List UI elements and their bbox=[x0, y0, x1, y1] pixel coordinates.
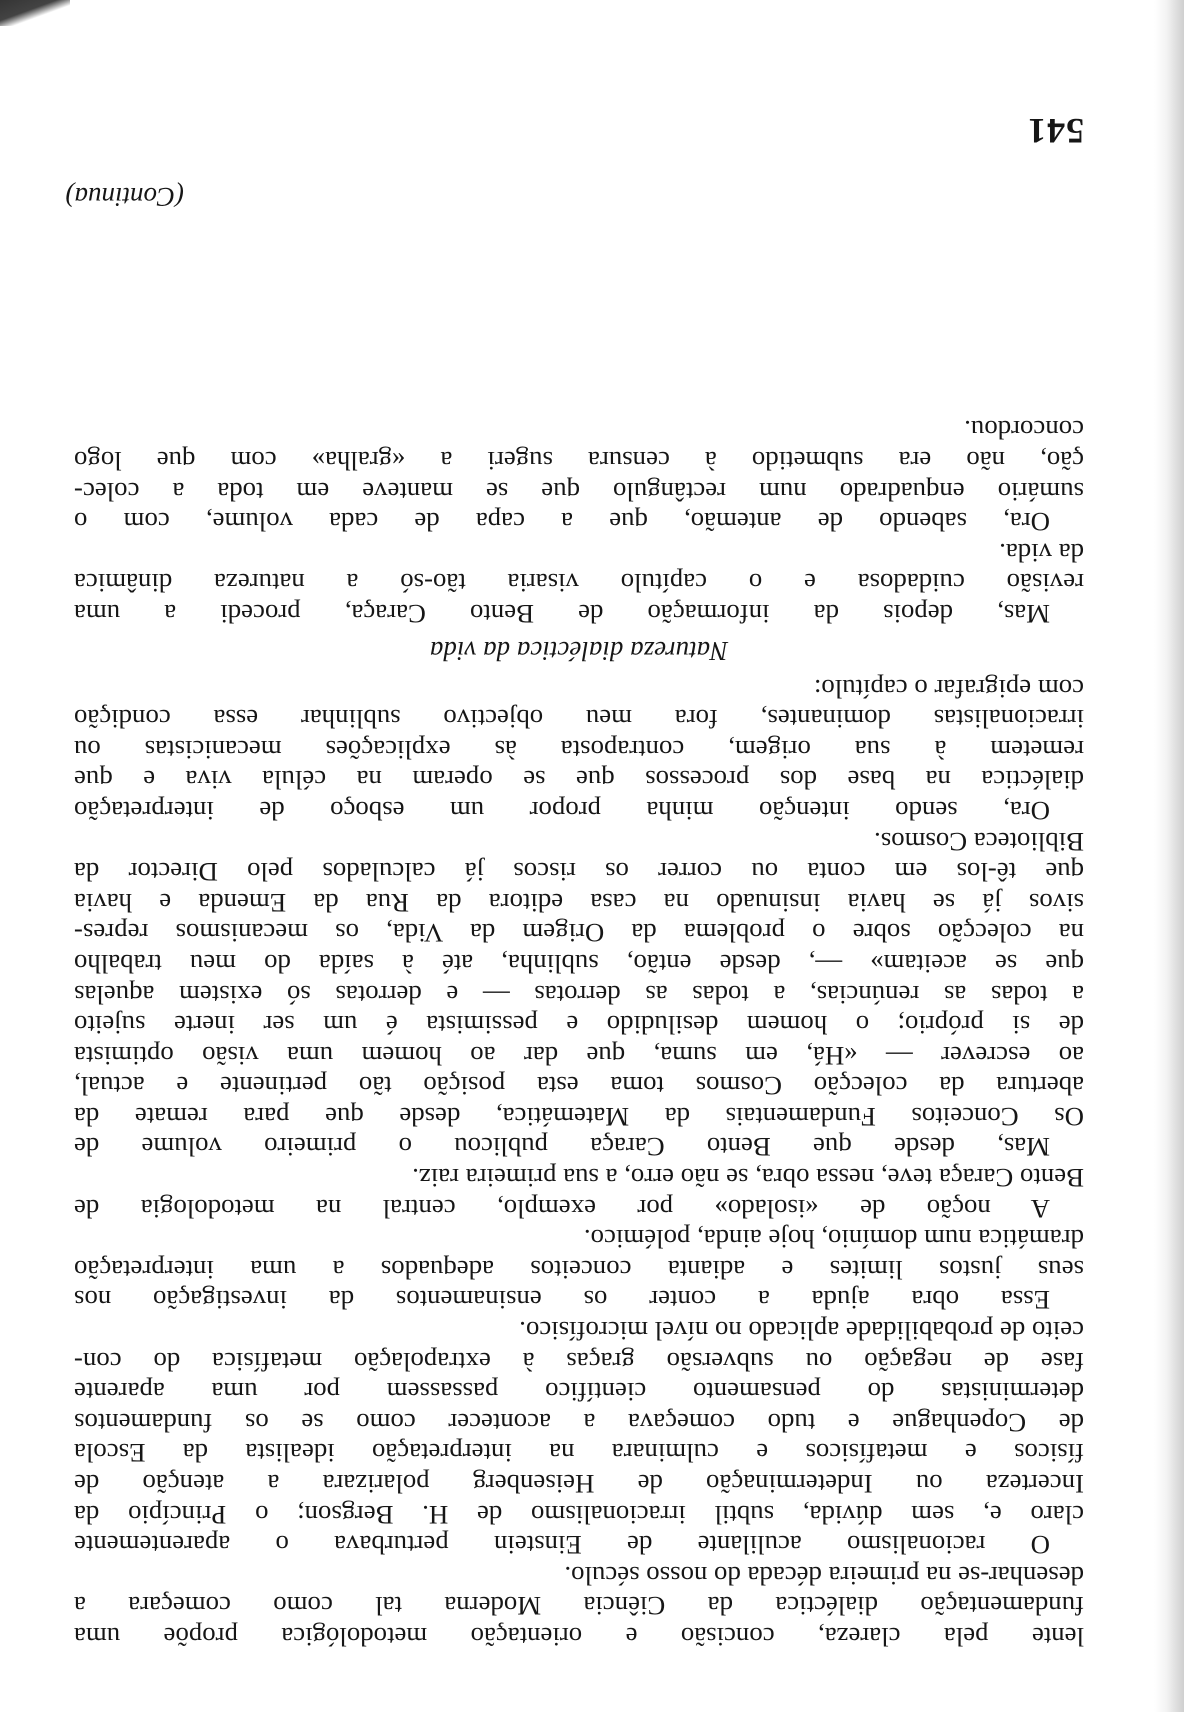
text-line: ção, não era submetido à censura sugeri a «gralha» com que logo bbox=[74, 446, 1084, 477]
text-line: a todas as renúncias, a todas as derrotas — e derrotas só existem aquelas bbox=[74, 979, 1084, 1010]
text-line: desenhar-se na primeira década do nosso século. bbox=[564, 1560, 1084, 1591]
text-line: dialéctica na base dos processos que se operam na célula viva e que bbox=[74, 765, 1084, 796]
text-line: com epigrafar o capítulo: bbox=[813, 673, 1084, 704]
text-line: irracionalistas dominantes, fora meu objectivo sublinhar essa condição bbox=[74, 704, 1084, 735]
text-line: que tê-los em conta ou correr os riscos já calculados pelo Director da bbox=[74, 857, 1084, 888]
scan-corner-mark bbox=[0, 0, 70, 26]
page-number: 541 bbox=[1027, 111, 1084, 151]
text-line: Ora, sendo intenção minha propor um esboço de interpretação bbox=[74, 795, 1050, 826]
text-line: claro e, sem dúvida, subtil irracionalismo de H. Bergson; o Princípio da bbox=[74, 1499, 1084, 1530]
text-line: Incerteza ou Indeterminação de Heisenberg polarizara a atenção de bbox=[74, 1469, 1084, 1500]
text-line: lente pela clareza, concisão e orientação metodológica propõe uma bbox=[74, 1622, 1084, 1652]
text-line: Biblioteca Cosmos. bbox=[874, 826, 1084, 857]
text-line: fundamentação dialéctica da Ciência Moderna tal como começara a bbox=[74, 1591, 1084, 1622]
text-line: abertura da colecção Cosmos toma esta posição tão pertinente e actual, bbox=[74, 1071, 1084, 1102]
text-line: que se aceitam» —, desde então, sublinha, até à saída do meu trabalho bbox=[74, 948, 1084, 979]
text-line: Mas, desde que Bento Caraça publicou o primeiro volume de bbox=[74, 1132, 1050, 1163]
body-text bbox=[74, 415, 1084, 1652]
text-line: de Copenhague e tudo começava a acontecer como se os fundamentos bbox=[74, 1407, 1084, 1438]
text-line: ao escrever — «Há, em suma, que dar ao homem uma visão optimista bbox=[74, 1040, 1084, 1071]
text-line: deterministas do pensamento científico passassem por uma aparente bbox=[74, 1377, 1084, 1408]
text-line: Os Conceitos Fundamentais da Matemática, desde que para remate da bbox=[74, 1101, 1084, 1132]
text-line: A noção de «isolado» por exemplo, central na metodologia de bbox=[74, 1193, 1050, 1224]
text-line: concordou. bbox=[964, 415, 1084, 446]
scan-shadow-edge bbox=[1154, 0, 1184, 1712]
text-line: seus justos limites e adianta conceitos adequados a uma interpretação bbox=[74, 1254, 1084, 1285]
text-line: da vida. bbox=[999, 537, 1084, 568]
text-line: O racionalismo aculilante de Einstein perturbava o aparentemente bbox=[74, 1530, 1050, 1561]
text-line: Essa obra ajuda a conter os ensinamentos da investigação nos bbox=[74, 1285, 1050, 1316]
text-line: Mas, depois da informação de Bento Caraça, procedi a uma bbox=[74, 599, 1050, 629]
text-line: Bento Caraça teve, nessa obra, se não erro, a sua primeira raiz. bbox=[412, 1163, 1084, 1194]
text-line: ceito de probabilidade aplicado no nível microfísico. bbox=[519, 1316, 1084, 1347]
text-line: dramática num domínio, hoje ainda, polémico. bbox=[583, 1224, 1084, 1255]
text-line: sumário enquadrado num rectângulo que se manteve em toda a colec- bbox=[74, 476, 1084, 507]
text-line: fase de negação ou subversão graças à extrapolação metafísica do con- bbox=[74, 1346, 1084, 1377]
text-line: revisão cuidadosa e o capítulo visaria tão-só a natureza dinâmica bbox=[74, 568, 1084, 599]
text-line: de si próprio; o homem desiludido e pessimista é um ser inerte sujeito bbox=[74, 1010, 1084, 1041]
text-line: sivos já se havia insinuado na casa editora da Rua da Emenda e havia bbox=[74, 887, 1084, 918]
continuation-note: (Continua) bbox=[65, 182, 184, 212]
text-line: na colecção sobre o problema da Origem da Vida, os mecanismos repres- bbox=[74, 918, 1084, 949]
text-line: físicos e metafísicos e culminara na interpretação idealista da Escola bbox=[74, 1438, 1084, 1469]
text-line: Ora, sabendo de antemão, que a capa de cada volume, com o bbox=[74, 507, 1050, 538]
text-line: remetem à sua origem, contraposta às explicações mecanicistas ou bbox=[74, 734, 1084, 765]
section-heading: Natureza dialéctica da vida bbox=[429, 636, 729, 666]
